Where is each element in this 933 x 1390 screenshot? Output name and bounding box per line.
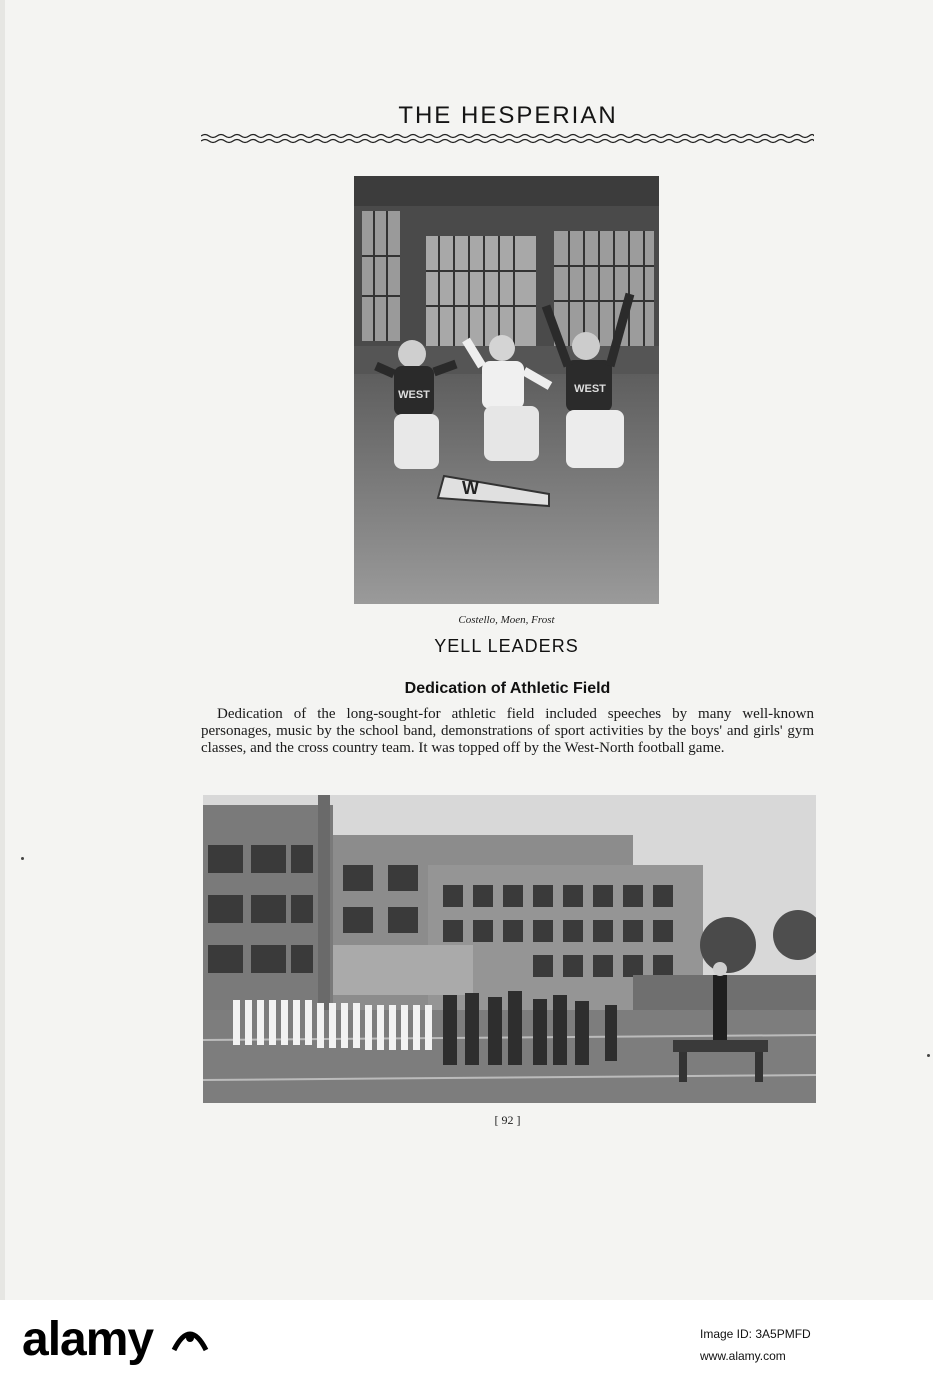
athletic-field-photo (203, 795, 816, 1103)
megaphone-letter: W (462, 478, 479, 498)
sweater-letters-left: WEST (398, 389, 430, 401)
speck-mark (927, 1054, 930, 1057)
image-id-label: Image ID: 3A5PMFD (700, 1327, 811, 1341)
article-subheading: Dedication of Athletic Field (404, 680, 611, 697)
alamy-logo-symbol-icon (170, 1324, 210, 1354)
alamy-logo: alamy (22, 1313, 154, 1366)
page-header (0, 102, 933, 130)
speck-mark (21, 857, 24, 860)
header-title-text: THE HESPERIAN (398, 102, 618, 129)
page-edge (0, 0, 5, 1300)
wavy-rule (201, 133, 814, 145)
sweater-letters-right: WEST (574, 383, 606, 395)
yell-leaders-photo (354, 176, 659, 604)
watermark-url: www.alamy.com (700, 1349, 786, 1363)
page-number: [ 92 ] (494, 1113, 521, 1127)
section-title: YELL LEADERS (434, 636, 579, 656)
photo-caption: Costello, Moen, Frost (458, 614, 555, 626)
article-body: Dedication of the long-sought-for athletic field included speeches by many well-known personages, music by the school band, demonstrations of sport activities by the boys' and girls' gym classes, and the cross country team. It was topped off by the West-North football game. (201, 706, 814, 756)
